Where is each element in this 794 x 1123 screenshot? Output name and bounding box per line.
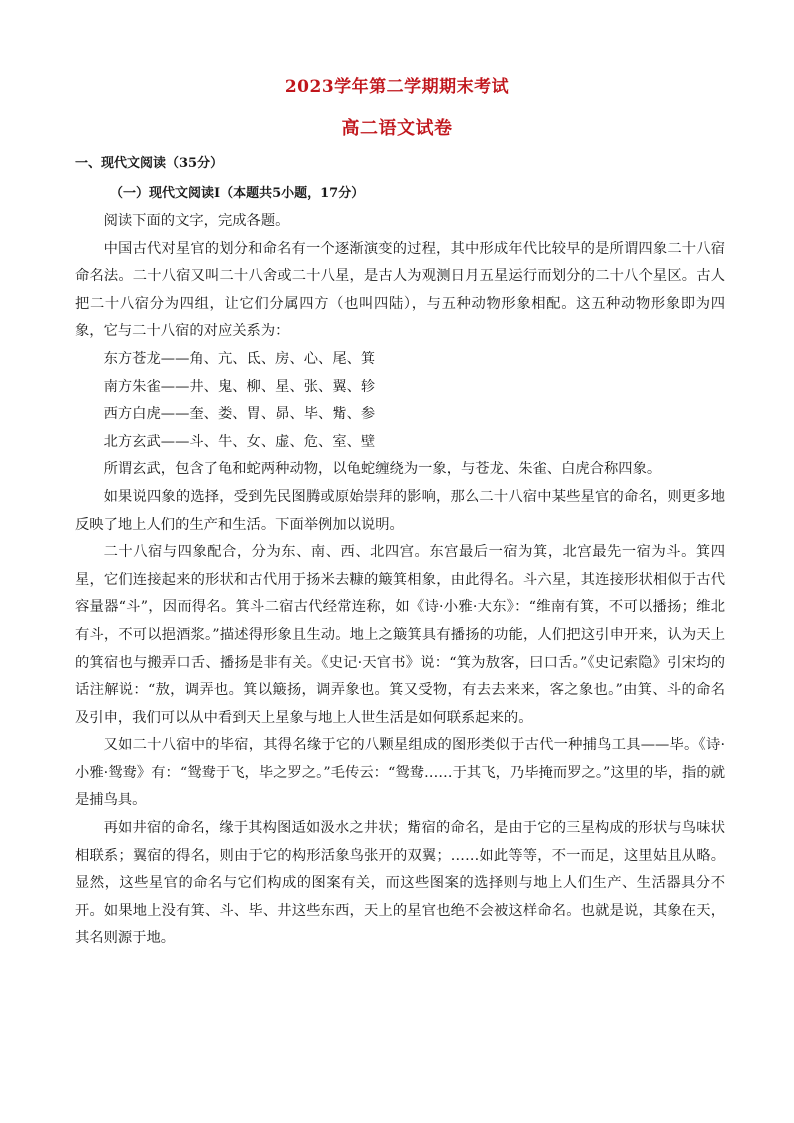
passage-paragraph: 二十八宿与四象配合，分为东、南、西、北四宫。东宫最后一宿为箕，北宫最先一宿为斗。箕四星，它们连接起来的形状和古代用于扬米去糠的簸箕相象，由此得名。斗六星，其连接形状相似于古代容量器“斗”，因而得名。箕斗二宿古代经常连称，如《诗·小雅·大东》：“维南有箕，不可以播扬；维北有斗，不可以挹酒浆。”描述得形象且生动。地上之簸箕具有播扬的功能，人们把这引申开来，认为天上的箕宿也与搬弄口舌、播扬是非有关。《史记·天官书》说：“箕为敖客，曰口舌。”《史记索隐》引宋均的话注解说：“敖，调弄也。箕以簸扬，调弄象也。箕又受物，有去去来来，客之象也。”由箕、斗的命名及引申，我们可以从中看到天上星象与地上人世生活是如何联系起来的。 bbox=[75, 544, 725, 726]
constellation-list-item: 西方白虎——奎、娄、胃、昴、毕、觜、参 bbox=[103, 406, 376, 423]
passage-paragraph: 如果说四象的选择，受到先民图腾或原始崇拜的影响，那么二十八宿中某些星官的命名，则更多地反映了地上人们的生产和生活。下面举例加以说明。 bbox=[75, 488, 725, 533]
section-heading: 一、现代文阅读（35分） bbox=[75, 156, 224, 171]
passage-paragraph: 再如井宿的命名，缘于其构图适如汲水之井状；觜宿的命名，是由于它的三星构成的形状与鸟味状相联系；翼宿的得名，则由于它的构形活象鸟张开的双翼；……如此等等，不一而足，这里姑且从略。显然，这些星官的命名与它们构成的图案有关，而这些图案的选择则与地上人们生产、生活器具分不开。如果地上没有箕、斗、毕、井这些东西，天上的星官也绝不会被这样命名。也就是说，其象在天，其名则源于地。 bbox=[75, 820, 725, 947]
constellation-list-item: 东方苍龙——角、亢、氐、房、心、尾、箕 bbox=[103, 350, 376, 367]
constellation-list-item: 南方朱雀——井、鬼、柳、星、张、翼、轸 bbox=[103, 378, 376, 395]
instruction-paragraph: 阅读下面的文字，完成各题。 bbox=[103, 213, 290, 229]
subsection-heading: （一）现代文阅读Ⅰ（本题共5小题，17分） bbox=[110, 186, 365, 201]
passage-paragraph: 又如二十八宿中的毕宿，其得名缘于它的八颗星组成的图形类似于古代一种捕鸟工具——毕。《诗·小雅·鸳鸯》有：“鸳鸯于飞，毕之罗之。”毛传云：“鸳鸯……于其飞，乃毕掩而罗之。”这里的毕，指的就是捕鸟具。 bbox=[75, 737, 725, 809]
passage-paragraph: 所谓玄武，包含了龟和蛇两种动物，以龟蛇缠绕为一象，与苍龙、朱雀、白虎合称四象。 bbox=[103, 461, 662, 478]
exam-subtitle: 高二语文试卷 bbox=[341, 118, 453, 139]
reading-passage bbox=[75, 208, 725, 953]
exam-title: 2023学年第二学期期末考试 bbox=[284, 77, 510, 97]
passage-paragraph: 中国古代对星官的划分和命名有一个逐渐演变的过程，其中形成年代比较早的是所谓四象二十八宿命名法。二十八宿又叫二十八舍或二十八星，是古人为观测日月五星运行而划分的二十八个星区。古人把二十八宿分为四组，让它们分属四方（也叫四陆），与五种动物形象相配。这五种动物形象即为四象，它与二十八宿的对应关系为： bbox=[75, 240, 725, 340]
constellation-list-item: 北方玄武——斗、牛、女、虚、危、室、壁 bbox=[103, 433, 376, 450]
